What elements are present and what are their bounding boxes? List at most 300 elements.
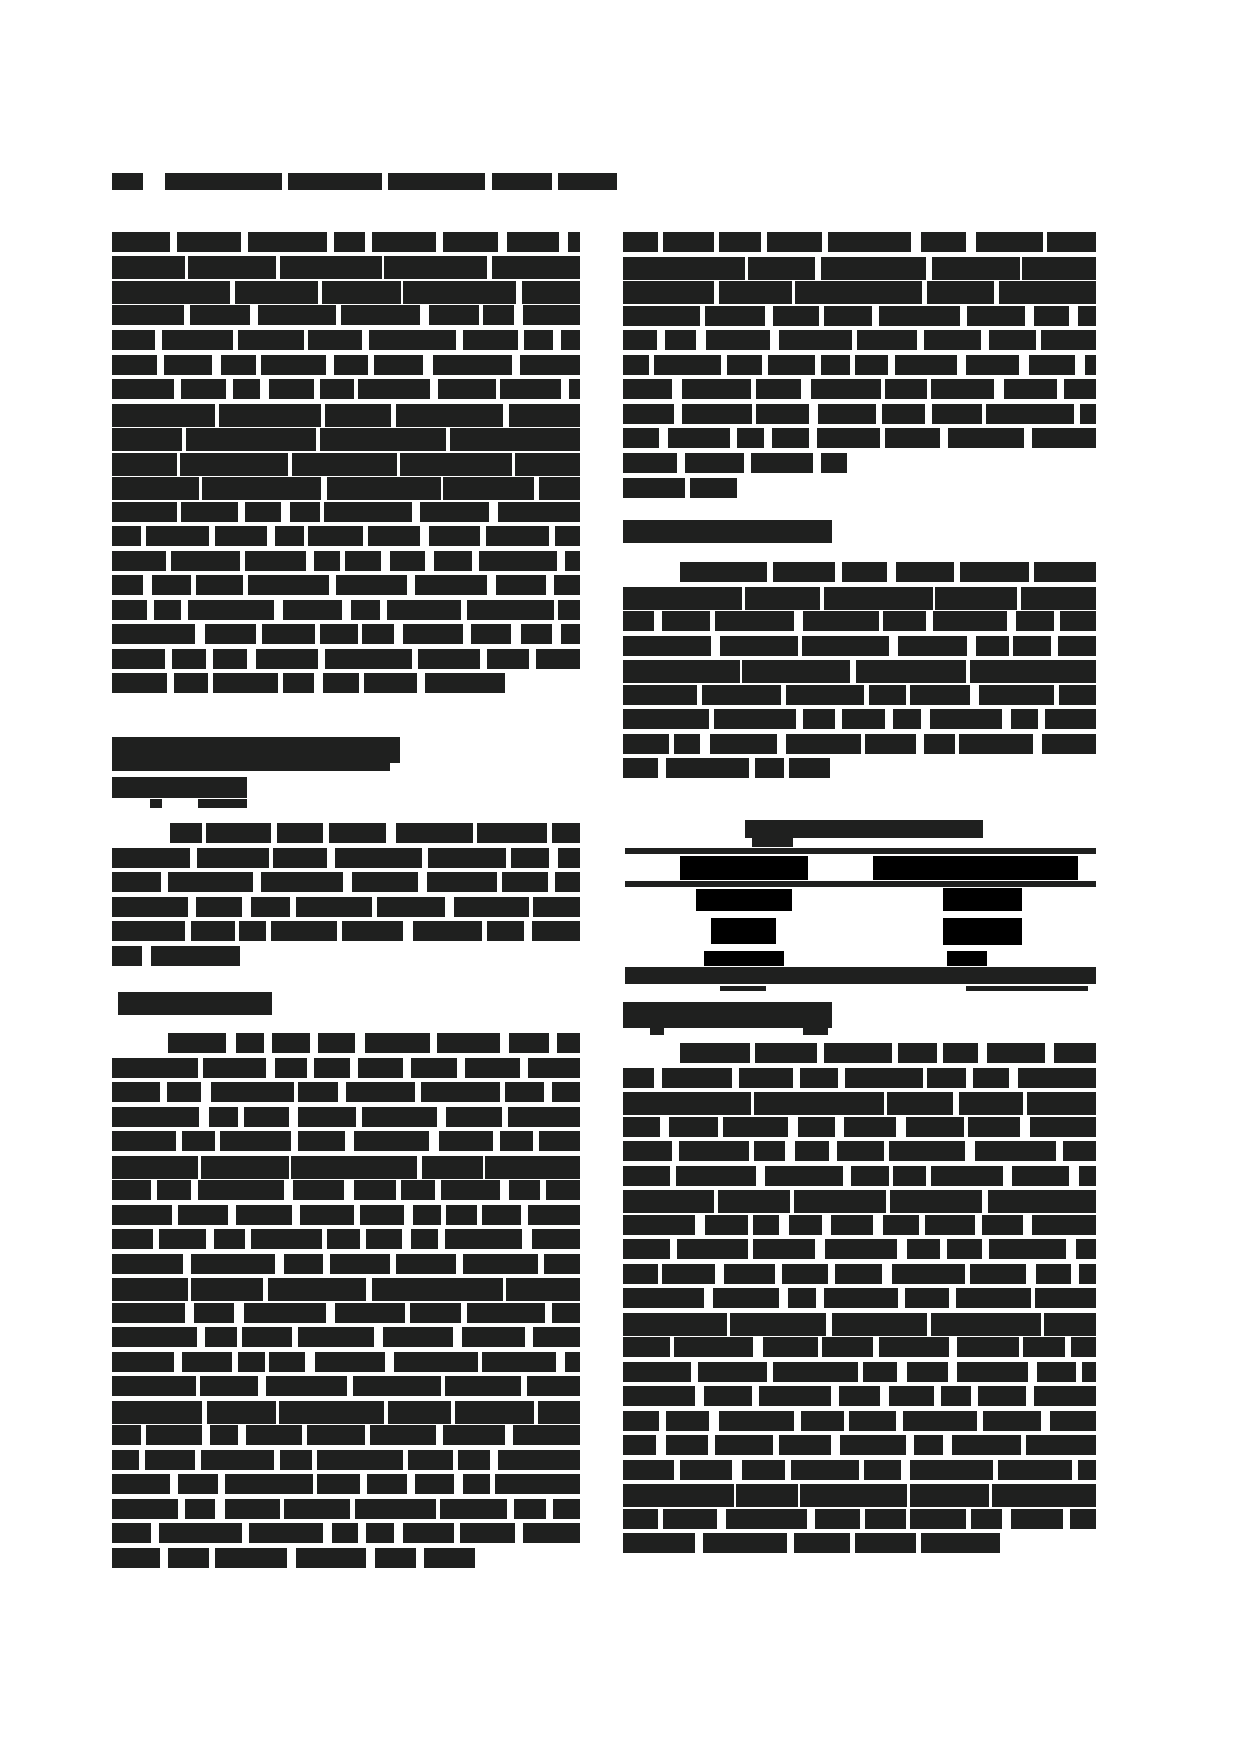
word-block	[1078, 306, 1096, 326]
word-block	[821, 453, 847, 473]
word-block	[1070, 1509, 1096, 1529]
word-block	[322, 281, 400, 304]
word-block	[669, 1117, 718, 1137]
word-block	[973, 1068, 1009, 1088]
word-block	[112, 1156, 198, 1179]
word-block	[889, 1141, 966, 1161]
word-block	[411, 1229, 439, 1249]
word-block	[674, 1337, 753, 1357]
word-block	[924, 330, 981, 350]
word-block	[364, 673, 417, 693]
word-block	[112, 1474, 170, 1494]
word-block	[180, 453, 288, 476]
word-block	[112, 1425, 141, 1445]
word-block	[283, 673, 315, 693]
word-block	[1030, 1117, 1096, 1137]
word-block	[910, 1509, 966, 1529]
word-block	[892, 1264, 965, 1284]
word-block	[486, 526, 549, 546]
word-block	[992, 1484, 1096, 1507]
word-block	[623, 709, 709, 729]
word-block	[855, 355, 888, 375]
word-block	[763, 1337, 819, 1357]
word-block	[533, 897, 580, 917]
word-block	[514, 1499, 546, 1519]
left-paragraph-1-line	[112, 477, 580, 500]
word-block	[403, 281, 516, 304]
word-block	[415, 575, 488, 595]
right-paragraph-3-line	[623, 1264, 1096, 1284]
word-block	[798, 1117, 836, 1137]
table-rule	[625, 881, 1096, 887]
word-block	[206, 823, 271, 843]
word-block	[623, 1337, 670, 1357]
word-block	[394, 1352, 478, 1372]
word-block	[1032, 1215, 1096, 1235]
left-bold-subheading	[118, 992, 272, 1015]
word-block	[864, 1460, 901, 1480]
left-italic-subheading	[198, 799, 247, 808]
word-block	[280, 1450, 312, 1470]
word-block	[467, 1303, 546, 1323]
left-paragraph-3-line	[112, 1401, 580, 1424]
word-block	[244, 1303, 326, 1323]
word-block	[400, 453, 512, 476]
word-block	[181, 379, 226, 399]
word-block	[413, 921, 482, 941]
word-block	[112, 1107, 199, 1127]
word-block	[425, 673, 505, 693]
word-block	[317, 1450, 403, 1470]
word-block	[390, 551, 424, 571]
word-block	[411, 1058, 456, 1078]
word-block	[865, 1509, 906, 1529]
word-block	[703, 1533, 787, 1553]
word-block	[801, 1411, 844, 1431]
word-block	[374, 355, 423, 375]
word-block	[413, 1205, 440, 1225]
word-block	[889, 1386, 934, 1406]
word-block	[112, 1082, 160, 1102]
left-paragraph-3-line	[112, 1180, 580, 1200]
word-block	[210, 1425, 238, 1445]
word-block	[720, 636, 798, 656]
left-paragraph-1-line	[112, 281, 580, 304]
word-block	[290, 502, 320, 522]
word-block	[245, 551, 306, 571]
word-block	[885, 428, 941, 448]
left-paragraph-3-line	[112, 1156, 580, 1179]
word-block	[261, 355, 326, 375]
word-block	[737, 428, 763, 448]
word-block	[1004, 379, 1057, 399]
left-paragraph-3-line	[112, 1131, 580, 1151]
word-block	[336, 575, 407, 595]
left-paragraph-2-line	[112, 921, 580, 941]
word-block	[957, 1362, 1028, 1382]
left-paragraph-1-line	[112, 256, 580, 279]
word-block	[623, 611, 654, 631]
word-block	[511, 848, 549, 868]
right-paragraph-1-line	[623, 232, 1096, 252]
left-paragraph-1-line	[112, 305, 580, 325]
word-block	[1078, 1460, 1096, 1480]
word-block	[935, 587, 1017, 610]
word-block	[666, 1411, 709, 1431]
word-block	[932, 404, 981, 424]
word-block	[520, 355, 580, 375]
left-italic-subheading	[150, 799, 162, 808]
word-block	[739, 1068, 793, 1088]
word-block	[756, 404, 809, 424]
table-header-cell	[680, 856, 808, 880]
word-block	[443, 1425, 504, 1445]
right-paragraph-1-line	[623, 355, 1096, 375]
left-paragraph-3-line	[112, 1474, 580, 1494]
word-block	[112, 1450, 139, 1470]
word-block	[112, 1376, 196, 1396]
right-paragraph-3-line	[623, 1092, 1096, 1115]
word-block	[555, 526, 580, 546]
word-block	[773, 1362, 858, 1382]
word-block	[112, 1180, 151, 1200]
word-block	[284, 1499, 350, 1519]
right-paragraph-2-line	[623, 660, 1096, 683]
word-block	[800, 1484, 906, 1507]
word-block	[824, 306, 872, 326]
word-block	[244, 1107, 289, 1127]
word-block	[666, 758, 750, 778]
word-block	[978, 1386, 1026, 1406]
word-block	[112, 673, 167, 693]
word-block	[666, 1435, 708, 1455]
word-block	[182, 1131, 215, 1151]
word-block	[623, 1190, 714, 1213]
word-block	[970, 1264, 1026, 1284]
word-block	[662, 611, 711, 631]
word-block	[883, 1215, 919, 1235]
word-block	[795, 1141, 829, 1161]
word-block	[112, 1303, 185, 1323]
word-block	[194, 1303, 234, 1323]
word-block	[424, 1548, 475, 1568]
word-block	[483, 305, 514, 325]
word-block	[268, 1278, 366, 1301]
word-block	[788, 1288, 816, 1308]
word-block	[1045, 709, 1096, 729]
word-block	[765, 1166, 843, 1186]
word-block	[164, 355, 212, 375]
word-block	[690, 478, 737, 498]
word-block	[680, 1043, 750, 1063]
word-block	[1032, 428, 1096, 448]
word-block	[112, 1278, 188, 1301]
word-block	[523, 305, 580, 325]
right-paragraph-3-line	[623, 1337, 1096, 1357]
running-title-segment	[492, 173, 552, 190]
word-block	[976, 232, 1043, 252]
word-block	[275, 1058, 308, 1078]
word-block	[1011, 709, 1038, 729]
word-block	[280, 256, 382, 279]
word-block	[539, 477, 580, 500]
word-block	[528, 1205, 580, 1225]
word-block	[815, 1509, 859, 1529]
word-block	[849, 1411, 896, 1431]
left-italic-subheading	[112, 777, 247, 798]
word-block	[429, 526, 481, 546]
word-block	[396, 823, 473, 843]
table-rule	[625, 967, 1096, 984]
word-block	[931, 1313, 1042, 1336]
left-paragraph-1-line	[112, 428, 580, 451]
left-paragraph-2-line	[112, 872, 580, 892]
word-block	[839, 1386, 880, 1406]
right-paragraph-3-line	[623, 1117, 1096, 1137]
left-paragraph-2-line	[170, 823, 580, 843]
word-block	[403, 1523, 454, 1543]
word-block	[1011, 1509, 1064, 1529]
word-block	[794, 1190, 886, 1213]
word-block	[358, 379, 430, 399]
table-cell	[704, 951, 784, 966]
word-block	[445, 1376, 520, 1396]
word-block	[623, 1264, 658, 1284]
word-block	[791, 1460, 859, 1480]
word-block	[196, 575, 243, 595]
word-block	[463, 1474, 490, 1494]
word-block	[623, 453, 677, 473]
word-block	[325, 649, 413, 669]
word-block	[433, 355, 512, 375]
word-block	[623, 330, 657, 350]
word-block	[177, 232, 241, 252]
word-block	[1012, 1166, 1069, 1186]
word-block	[454, 897, 528, 917]
word-block	[112, 1058, 198, 1078]
word-block	[1076, 1239, 1096, 1259]
word-block	[235, 281, 318, 304]
word-block	[462, 1327, 525, 1347]
word-block	[710, 734, 777, 754]
right-paragraph-1-line	[623, 478, 737, 498]
word-block	[811, 379, 881, 399]
word-block	[883, 611, 926, 631]
word-block	[527, 1376, 580, 1396]
word-block	[207, 1401, 276, 1424]
word-block	[498, 1450, 580, 1470]
word-block	[982, 1215, 1022, 1235]
left-paragraph-3-line	[112, 1327, 580, 1347]
word-block	[329, 823, 387, 843]
word-block	[317, 1474, 360, 1494]
table-cell	[711, 918, 776, 944]
word-block	[1042, 734, 1096, 754]
word-block	[930, 709, 1002, 729]
left-paragraph-1-line	[112, 330, 580, 350]
word-block	[269, 379, 314, 399]
word-block	[205, 624, 255, 644]
word-block	[251, 897, 290, 917]
word-block	[674, 734, 701, 754]
word-block	[318, 1033, 355, 1053]
word-block	[910, 685, 970, 705]
word-block	[277, 823, 323, 843]
word-block	[485, 1156, 580, 1179]
word-block	[479, 551, 556, 571]
word-block	[446, 1205, 477, 1225]
word-block	[236, 1205, 291, 1225]
word-block	[151, 946, 240, 966]
word-block	[271, 921, 337, 941]
word-block	[557, 1033, 580, 1053]
word-block	[968, 1117, 1020, 1137]
word-block	[933, 611, 1007, 631]
word-block	[943, 1043, 977, 1063]
word-block	[914, 1435, 944, 1455]
word-block	[730, 1313, 826, 1336]
word-block	[450, 428, 580, 451]
word-block	[112, 1401, 202, 1424]
word-block	[1018, 1068, 1096, 1088]
word-block	[335, 1303, 405, 1323]
word-block	[1022, 257, 1096, 280]
word-block	[509, 1180, 540, 1200]
word-block	[496, 575, 546, 595]
word-block	[1029, 355, 1075, 375]
word-block	[292, 453, 397, 476]
word-block	[623, 660, 740, 683]
right-paragraph-1-line	[623, 379, 1096, 399]
right-paragraph-3-line	[623, 1215, 1096, 1235]
word-block	[654, 355, 721, 375]
word-block	[296, 1548, 366, 1568]
word-block	[275, 526, 304, 546]
word-block	[885, 379, 927, 399]
word-block	[369, 330, 456, 350]
word-block	[895, 355, 957, 375]
word-block	[924, 734, 954, 754]
left-paragraph-3-line	[112, 1278, 580, 1301]
right-paragraph-3-line	[623, 1484, 1096, 1507]
word-block	[756, 379, 801, 399]
word-block	[200, 1376, 258, 1396]
left-paragraph-3-line	[112, 1425, 580, 1445]
right-paragraph-1-line	[623, 330, 1096, 350]
table-cell	[943, 918, 1022, 945]
word-block	[715, 1435, 773, 1455]
word-block	[706, 330, 771, 350]
right-paragraph-3-line	[623, 1239, 1096, 1259]
left-paragraph-3-line	[112, 1376, 580, 1396]
word-block	[368, 526, 420, 546]
word-block	[112, 305, 184, 325]
word-block	[246, 1425, 302, 1445]
word-block	[745, 587, 820, 610]
word-block	[855, 1533, 916, 1553]
word-block	[477, 823, 547, 843]
word-block	[1035, 1288, 1096, 1308]
word-block	[795, 281, 922, 304]
right-paragraph-2-line	[623, 685, 1096, 705]
word-block	[714, 709, 796, 729]
word-block	[959, 734, 1033, 754]
word-block	[789, 1215, 822, 1235]
word-block	[755, 1043, 817, 1063]
word-block	[553, 1499, 580, 1519]
word-block	[623, 281, 714, 304]
word-block	[1034, 562, 1096, 582]
word-block	[623, 1411, 659, 1431]
word-block	[249, 1523, 323, 1543]
left-paragraph-1-line	[112, 624, 580, 644]
table-cell	[947, 951, 987, 966]
word-block	[221, 355, 257, 375]
word-block	[786, 734, 860, 754]
word-block	[1082, 1362, 1096, 1382]
word-block	[354, 1131, 429, 1151]
right-paragraph-2-line	[623, 734, 1096, 754]
word-block	[112, 1523, 151, 1543]
word-block	[966, 355, 1020, 375]
word-block	[932, 257, 1020, 280]
word-block	[366, 1229, 402, 1249]
left-paragraph-3-line	[112, 1352, 580, 1372]
word-block	[366, 1523, 394, 1543]
word-block	[112, 872, 161, 892]
right-paragraph-3-line	[623, 1460, 1096, 1480]
word-block	[372, 1278, 503, 1301]
word-block	[367, 1474, 407, 1494]
word-block	[415, 1474, 454, 1494]
word-block	[146, 526, 209, 546]
table-footnote-mark	[720, 986, 766, 991]
word-block	[112, 477, 199, 500]
word-block	[308, 330, 362, 350]
word-block	[1013, 636, 1051, 656]
left-paragraph-3-line	[112, 1082, 580, 1102]
word-block	[921, 1533, 1000, 1553]
word-block	[989, 330, 1036, 350]
word-block	[213, 649, 247, 669]
word-block	[500, 379, 561, 399]
page-number-block	[112, 173, 143, 190]
word-block	[532, 1229, 580, 1249]
word-block	[705, 1215, 748, 1235]
left-paragraph-1-line	[112, 575, 580, 595]
word-block	[842, 562, 888, 582]
right-bold-subheading-2	[650, 1028, 664, 1035]
word-block	[320, 379, 354, 399]
word-block	[528, 1058, 580, 1078]
word-block	[112, 453, 177, 476]
word-block	[443, 232, 499, 252]
word-block	[370, 1425, 436, 1445]
word-block	[492, 256, 580, 279]
word-block	[723, 1117, 787, 1137]
word-block	[471, 624, 511, 644]
left-section-heading	[112, 737, 400, 763]
word-block	[623, 355, 649, 375]
word-block	[251, 1229, 322, 1249]
word-block	[112, 1327, 197, 1347]
right-bold-subheading-2	[803, 1028, 828, 1035]
word-block	[893, 709, 920, 729]
word-block	[623, 404, 674, 424]
word-block	[824, 1288, 898, 1308]
word-block	[825, 1239, 897, 1259]
word-block	[736, 1484, 798, 1507]
